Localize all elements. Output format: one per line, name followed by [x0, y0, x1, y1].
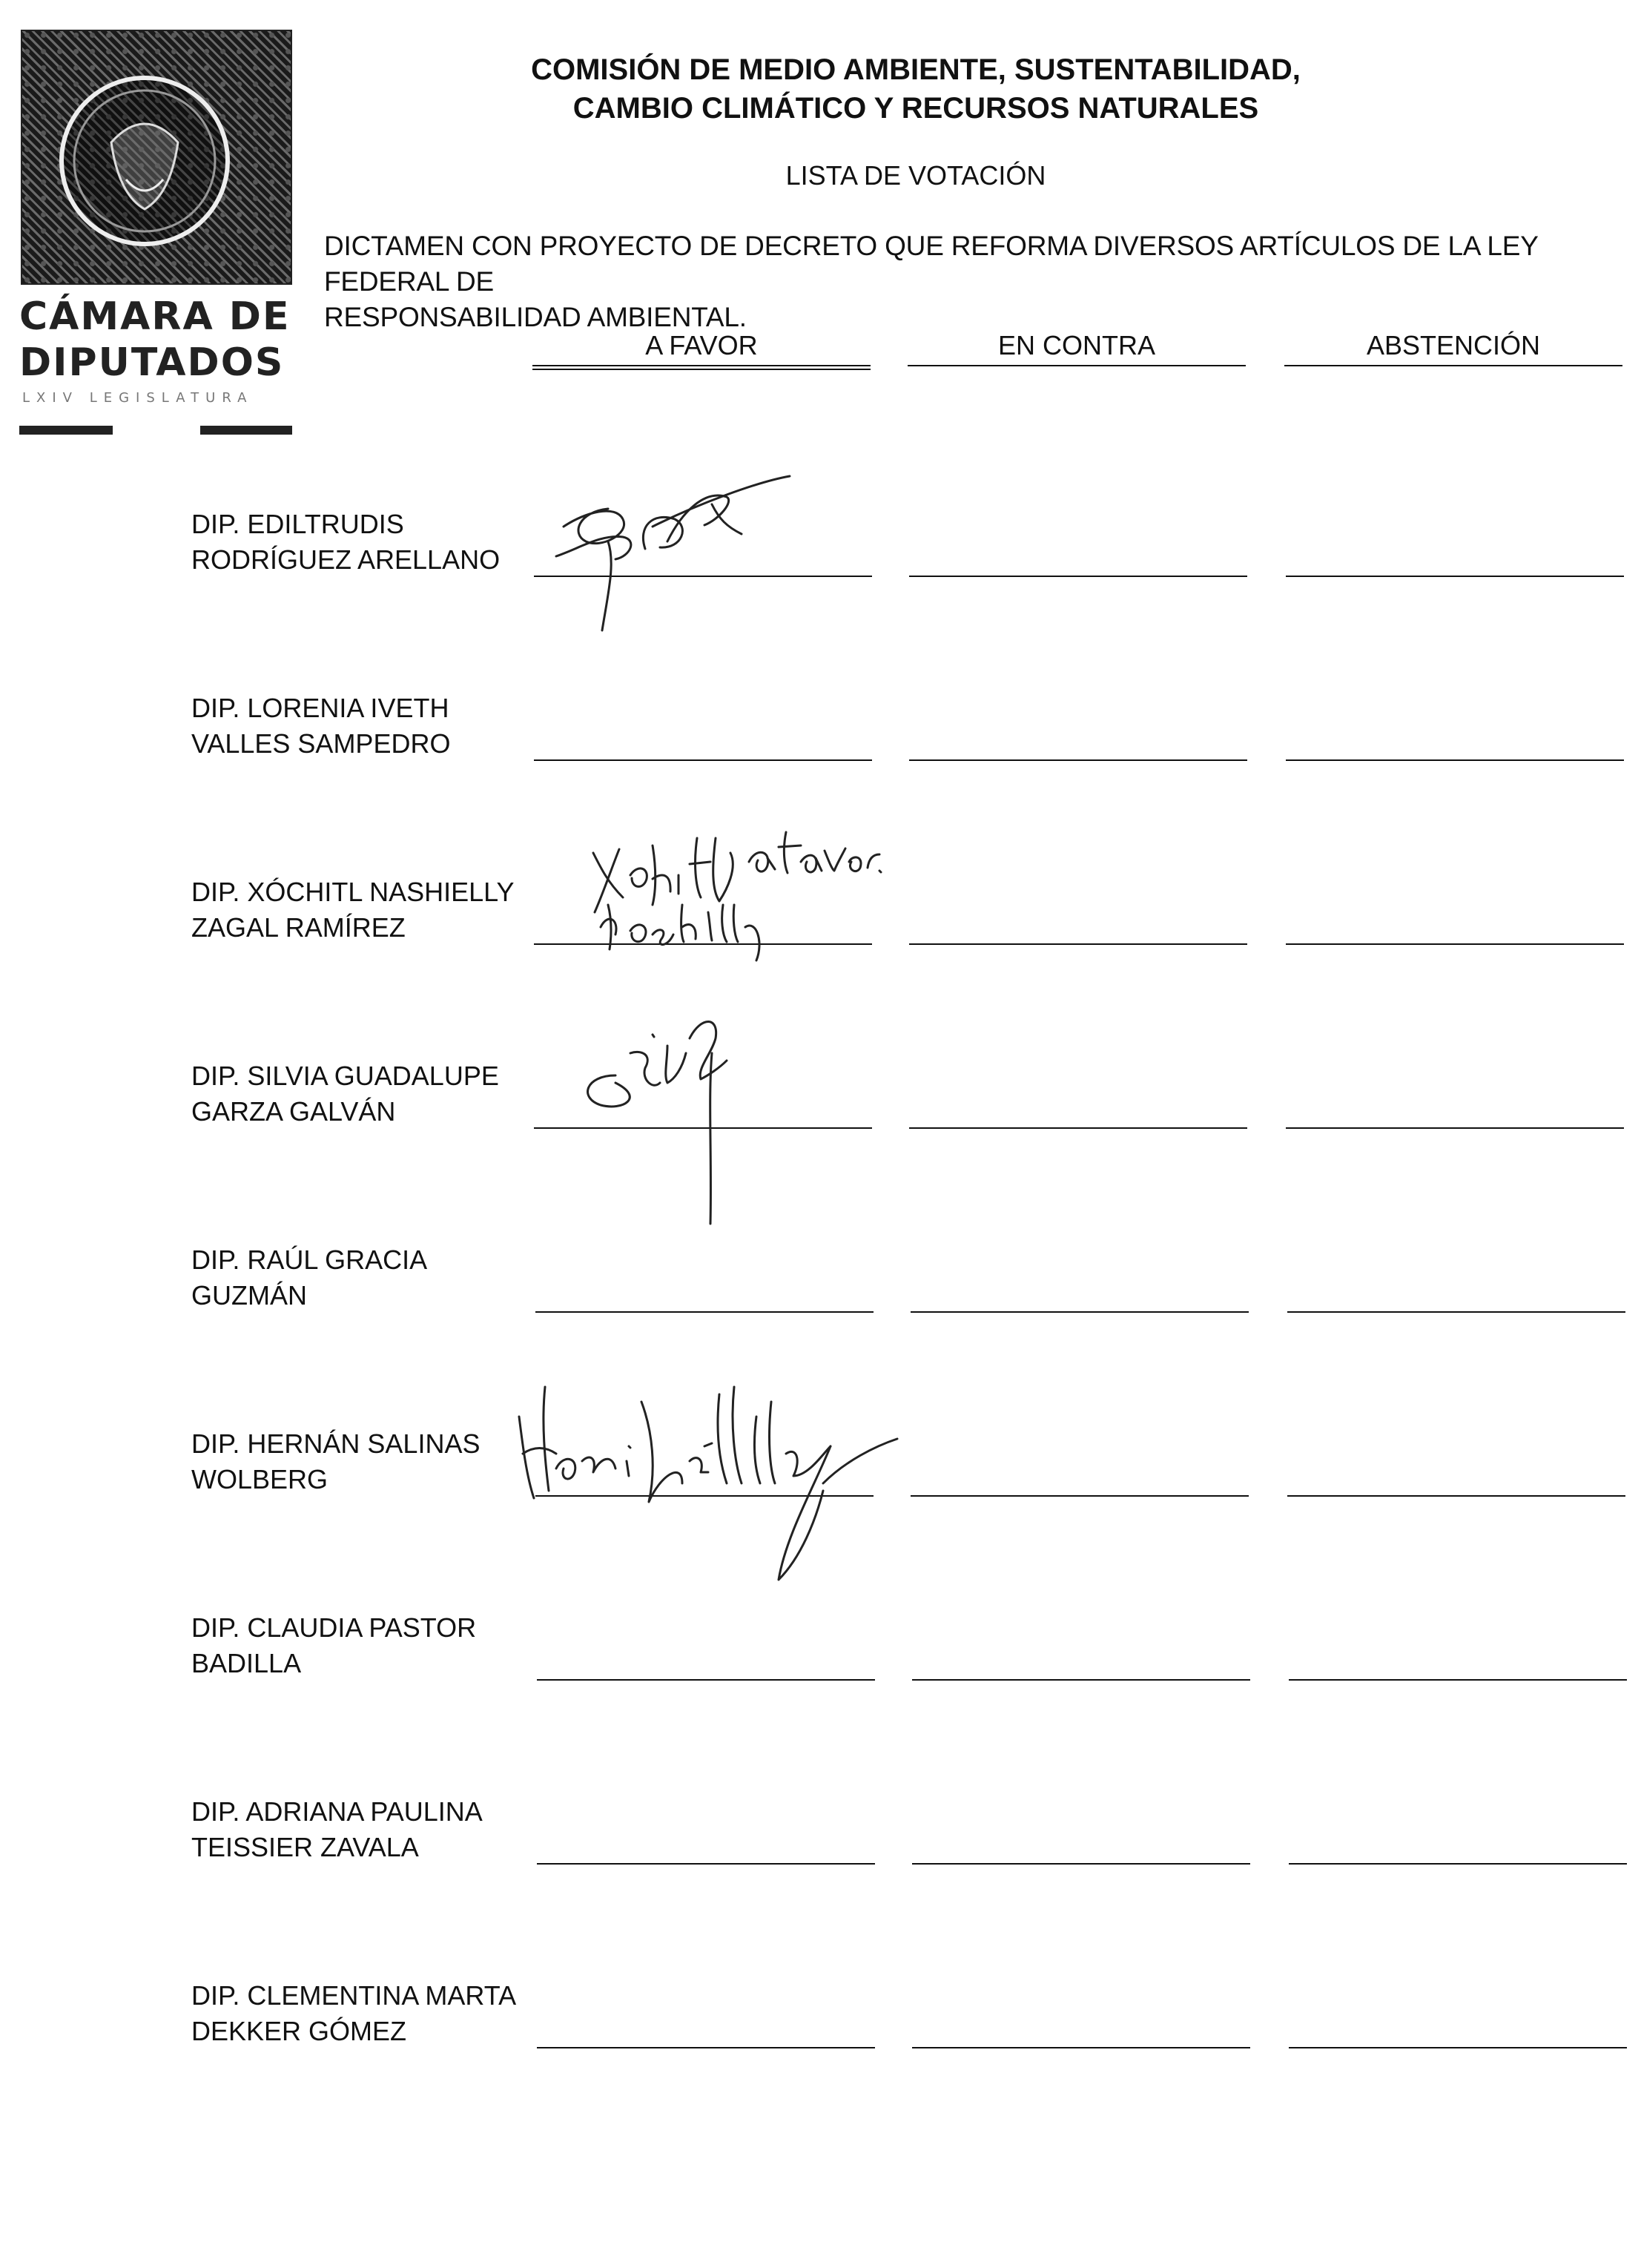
- signature-line-contra[interactable]: [912, 2047, 1250, 2048]
- signature-rodriguez-arellano: [534, 460, 801, 638]
- signature-line-favor[interactable]: [534, 759, 872, 761]
- column-header-favor: A FAVOR: [645, 330, 758, 360]
- member-name-line1: DIP. LORENIA IVETH: [191, 693, 449, 723]
- dictamen-line1: DICTAMEN CON PROYECTO DE DECRETO QUE REFORMA DIVERSOS ARTÍCULOS DE LA LEY FEDERAL DE: [324, 231, 1539, 297]
- member-name: [191, 1978, 540, 2049]
- logo-name-line2: DIPUTADOS: [19, 340, 285, 385]
- signature-line-abstencion[interactable]: [1286, 576, 1624, 577]
- member-name: [191, 507, 540, 578]
- member-name-line2: DEKKER GÓMEZ: [191, 2016, 407, 2046]
- member-name-line2: BADILLA: [191, 1648, 302, 1678]
- signature-line-contra[interactable]: [909, 759, 1247, 761]
- member-name-line1: DIP. CLAUDIA PASTOR: [191, 1612, 477, 1643]
- commission-title-line2: CAMBIO CLIMÁTICO Y RECURSOS NATURALES: [572, 92, 1259, 125]
- column-rule-abstencion: [1284, 365, 1622, 366]
- member-name: [191, 1610, 540, 1681]
- member-name: [191, 1242, 540, 1313]
- signature-line-favor[interactable]: [534, 576, 872, 577]
- member-name-line2: WOLBERG: [191, 1464, 328, 1494]
- member-name-line1: DIP. SILVIA GUADALUPE: [191, 1061, 499, 1091]
- member-name-line2: RODRÍGUEZ ARELLANO: [191, 544, 501, 575]
- member-name-line2: GARZA GALVÁN: [191, 1096, 396, 1127]
- member-name: [191, 690, 540, 762]
- signature-line-favor[interactable]: [534, 943, 872, 945]
- signature-line-abstencion[interactable]: [1289, 1863, 1627, 1865]
- signature-line-contra[interactable]: [909, 1127, 1247, 1129]
- member-name-line1: DIP. ADRIANA PAULINA: [191, 1796, 483, 1827]
- handwritten-note-a-favor: [742, 825, 882, 894]
- signature-line-contra[interactable]: [912, 1863, 1250, 1865]
- member-name-line2: GUZMÁN: [191, 1280, 307, 1311]
- signature-line-favor[interactable]: [537, 1863, 875, 1865]
- commission-title-line1: COMISIÓN DE MEDIO AMBIENTE, SUSTENTABILIDAD,: [531, 53, 1301, 86]
- logo-name-line1: CÁMARA DE: [19, 294, 291, 339]
- column-header-abstencion: ABSTENCIÓN: [1366, 330, 1541, 360]
- signature-line-contra[interactable]: [912, 1679, 1250, 1681]
- column-rule-favor: [532, 365, 871, 366]
- member-name-line1: DIP. XÓCHITL NASHIELLY: [191, 877, 515, 907]
- signature-line-favor[interactable]: [535, 1311, 874, 1313]
- member-name-line1: DIP. EDILTRUDIS: [191, 509, 404, 539]
- logo-legislature: LXIV LEGISLATURA: [22, 390, 254, 406]
- member-name-line1: DIP. HERNÁN SALINAS: [191, 1428, 481, 1459]
- member-name-line1: DIP. RAÚL GRACIA: [191, 1245, 428, 1275]
- member-name-line1: DIP. CLEMENTINA MARTA: [191, 1980, 517, 2011]
- logo-bar-left: [19, 426, 113, 435]
- member-name-line2: ZAGAL RAMÍREZ: [191, 912, 406, 943]
- signature-line-abstencion[interactable]: [1286, 943, 1624, 945]
- dictamen-line2: RESPONSABILIDAD AMBIENTAL.: [324, 302, 747, 332]
- member-name: [191, 874, 540, 946]
- member-name-line2: TEISSIER ZAVALA: [191, 1832, 419, 1862]
- member-name: [191, 1426, 540, 1497]
- column-header-contra: EN CONTRA: [997, 330, 1155, 360]
- member-name: [191, 1794, 540, 1865]
- handwritten-afavor-strokes: [742, 825, 882, 884]
- logo-bar-right: [200, 426, 292, 435]
- signature-line-favor[interactable]: [534, 1127, 872, 1129]
- signature-salinas-wolberg: [504, 1372, 905, 1595]
- signature-garza-galvan: [571, 1009, 801, 1231]
- signature-line-contra[interactable]: [909, 943, 1247, 945]
- signature-line-contra[interactable]: [911, 1311, 1249, 1313]
- commission-title: [445, 50, 1387, 128]
- signature-line-abstencion[interactable]: [1289, 1679, 1627, 1681]
- member-name-line2: VALLES SAMPEDRO: [191, 728, 451, 759]
- document-type: LISTA DE VOTACIÓN: [785, 160, 1046, 191]
- signature-line-favor[interactable]: [535, 1495, 874, 1497]
- signature-line-abstencion[interactable]: [1289, 2047, 1627, 2048]
- signature-line-favor[interactable]: [537, 1679, 875, 1681]
- logo-wordmark: [19, 294, 301, 386]
- signature-line-abstencion[interactable]: [1287, 1495, 1625, 1497]
- column-rule-contra: [908, 365, 1246, 366]
- member-name: [191, 1058, 540, 1130]
- signature-line-abstencion[interactable]: [1287, 1311, 1625, 1313]
- signature-line-favor[interactable]: [537, 2047, 875, 2048]
- signature-line-abstencion[interactable]: [1286, 759, 1624, 761]
- chamber-logo-emblem: [21, 30, 292, 285]
- dictamen-description: [324, 228, 1614, 335]
- signature-line-abstencion[interactable]: [1286, 1127, 1624, 1129]
- signature-line-contra[interactable]: [911, 1495, 1249, 1497]
- signature-line-contra[interactable]: [909, 576, 1247, 577]
